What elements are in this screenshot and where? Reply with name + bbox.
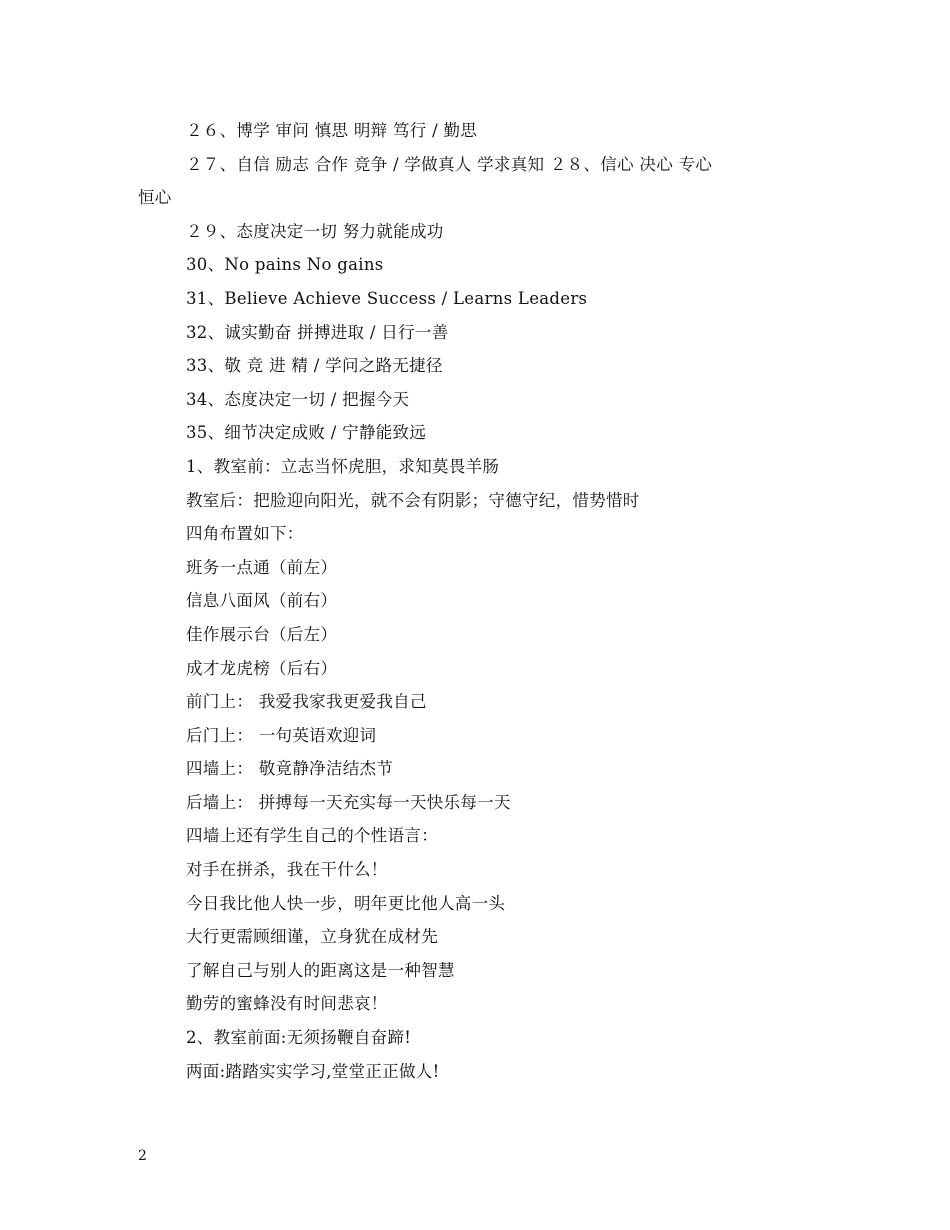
text-line: 35、细节决定成败 / 宁静能致远 (186, 423, 427, 443)
text-line: 30、No pains No gains (186, 255, 384, 275)
text-line: 两面:踏踏实实学习,堂堂正正做人! (186, 1061, 440, 1081)
text-line: 对手在拼杀，我在干什么！ (186, 860, 388, 880)
text-line: 后门上： 一句英语欢迎词 (186, 725, 377, 745)
text-line: 教室后：把脸迎向阳光，就不会有阴影；守德守纪，惜势惜时 (186, 490, 640, 510)
text-line: 31、Believe Achieve Success / Learns Leaders (186, 288, 588, 308)
text-line: 四墙上： 敬竟静净洁结杰节 (186, 759, 394, 779)
text-line: ２９、态度决定一切 努力就能成功 (186, 221, 444, 241)
text-line: ２７、自信 励志 合作 竞争 / 学做真人 学求真知 ２８、信心 决心 专心 (186, 154, 713, 174)
text-line-continuation: 恒心 (138, 188, 172, 208)
text-line: 33、敬 竞 进 精 / 学问之路无捷径 (186, 356, 443, 376)
text-line: 班务一点通（前左） (186, 557, 338, 577)
text-line: 1、教室前：立志当怀虎胆，求知莫畏羊肠 (186, 456, 500, 476)
text-line: 前门上： 我爱我家我更爱我自己 (186, 692, 427, 712)
text-line: 成才龙虎榜（后右） (186, 658, 338, 678)
text-line: 后墙上： 拼搏每一天充实每一天快乐每一天 (186, 792, 511, 812)
text-line: 四墙上还有学生自己的个性语言： (186, 826, 438, 846)
text-line: 了解自己与别人的距离这是一种智慧 (186, 960, 455, 980)
page-number: 2 (138, 1148, 147, 1164)
document-body (138, 114, 818, 1088)
text-line: 2、教室前面:无须扬鞭自奋蹄! (186, 1028, 412, 1048)
text-line: 34、态度决定一切 / 把握今天 (186, 389, 410, 409)
text-line: 大行更需顾细谨，立身犹在成材先 (186, 927, 438, 947)
text-line: 32、诚实勤奋 拼搏进取 / 日行一善 (186, 322, 449, 342)
text-line: 四角布置如下： (186, 524, 304, 544)
text-line: 佳作展示台（后左） (186, 624, 338, 644)
text-line: 今日我比他人快一步，明年更比他人高一头 (186, 893, 506, 913)
text-line: 勤劳的蜜蜂没有时间悲哀！ (186, 994, 388, 1014)
text-line: 信息八面风（前右） (186, 591, 338, 611)
text-line: ２６、博学 审问 慎思 明辩 笃行 / 勤思 (186, 121, 478, 140)
